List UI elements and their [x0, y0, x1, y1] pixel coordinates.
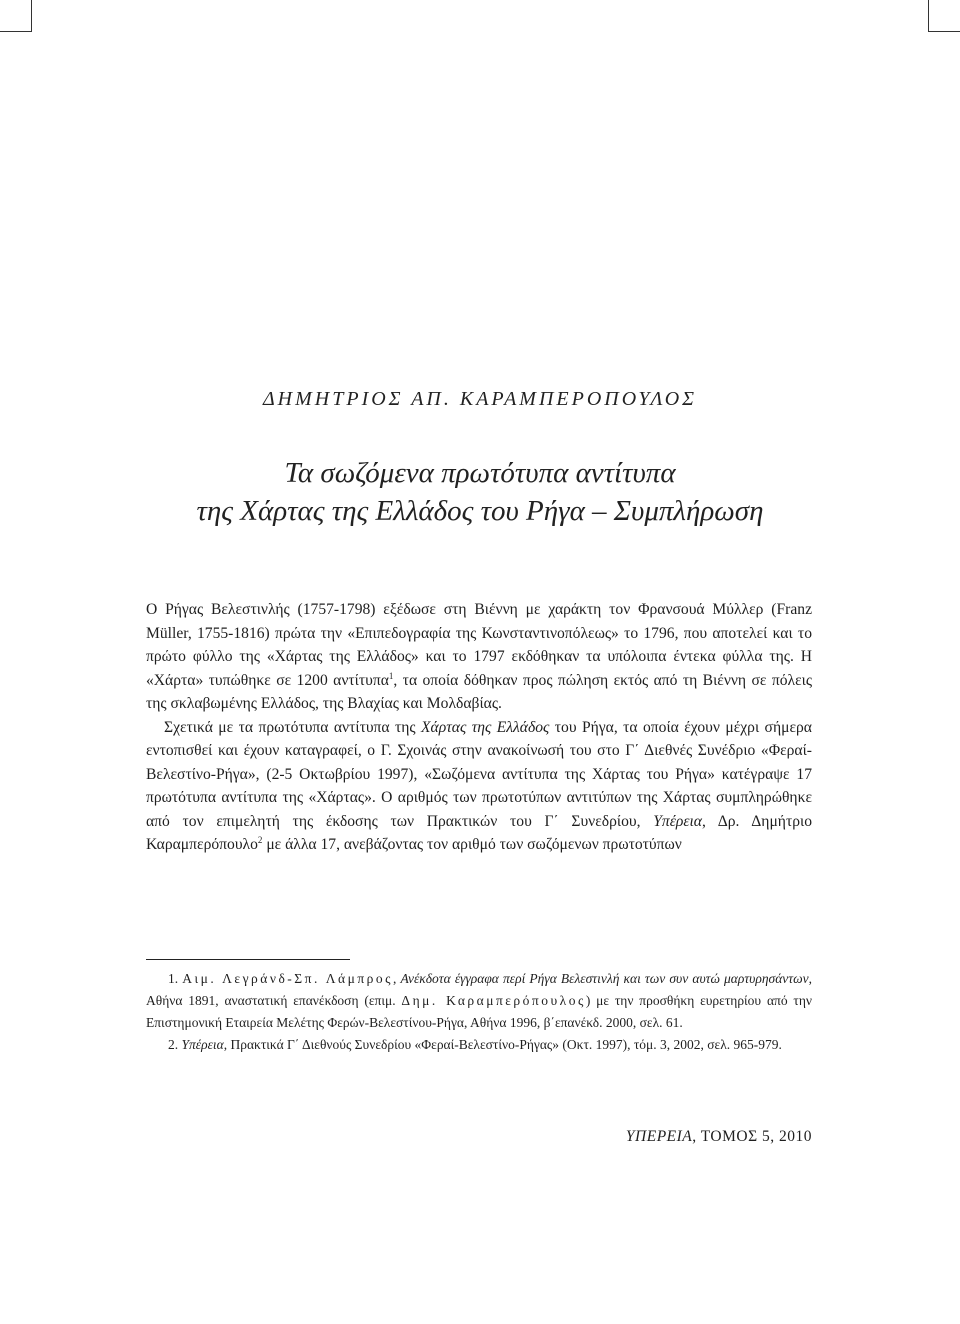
footnote-1-editor: Δημ. Καραμπερόπουλος [401, 993, 586, 1008]
paragraph-2-italic-journal: Υπέρεια [653, 812, 702, 830]
footnote-1-text-b: ) με την προσθήκη ευρετηρίου από την Επιστημονική Εταιρεία Μελέτης Φερών-Βελεστίνου-Ρήγα, Αθήνα 1996, β΄επανέκδ. 2000, σελ. 61. [146, 993, 812, 1030]
journal-volume: , ΤΟΜΟΣ 5, 2010 [692, 1128, 812, 1145]
footnote-2-number: 2. [168, 1037, 182, 1052]
paragraph-1-text-b: , τα οποία δόθηκαν προς πώληση εκτός από τη Βιέννη σε πόλεις της σκλαβωμένης Ελλάδος, της Βλαχίας και Μολδαβίας. [146, 671, 812, 712]
paragraph-2-text-d: με άλλα 17, ανεβάζοντας τον αριθμό των σωζόμενων πρωτοτύπων [262, 836, 682, 853]
footnote-1-number: 1. [168, 971, 183, 986]
footnote-1-sep: , [392, 971, 401, 986]
footnote-ref-2: 2 [257, 834, 263, 845]
title-line-2: της Χάρτας της Ελλάδος του Ρήγα – Συμπλήρωση [196, 495, 764, 527]
journal-name: ΥΠΕΡΕΙΑ [625, 1128, 693, 1145]
article-title [0, 454, 960, 530]
footnote-1-author: Αιμ. Λεγράνδ-Σπ. Λάμπρος [182, 971, 393, 986]
footnote-separator [146, 959, 350, 960]
paragraph-1-text-a: Ο Ρήγας Βελεστινλής (1757-1798) εξέδωσε στη Βιέννη με χαράκτη τον Φρανσουά Μύλλερ (Franz Müller, 1755-1816) πρώτα την «Επιπεδογραφία της Κωνσταντινοπόλεως» το 1796, που αποτελεί και το πρώτο φύλλο της «Χάρτας της Ελλάδος» και το 1797 εκδόθηκαν τα υπόλοιπα έντεκα φύλλα της. Η «Χάρτα» τυπώθηκε σε 1200 αντίτυπα [146, 601, 812, 689]
paragraph-2-text-a: Σχετικά με τα πρωτότυπα αντίτυπα της [164, 718, 422, 736]
paragraph-2-text-c: , Δρ. Δημήτριο Καραμπερόπουλο [146, 812, 813, 853]
article-body [146, 598, 812, 857]
paragraph-2 [146, 716, 812, 857]
crop-mark-top-left [0, 0, 32, 32]
author-name: ΔΗΜΗΤΡΙΟΣ ΑΠ. ΚΑΡΑΜΠΕΡΟΠΟΥΛΟΣ [262, 388, 698, 410]
footnote-ref-1: 1 [388, 670, 394, 681]
crop-mark-top-right [928, 0, 960, 32]
footnotes [146, 968, 812, 1056]
paragraph-1 [146, 598, 812, 716]
footnote-2-text: , Πρακτικά Γ΄ Διεθνούς Συνεδρίου «Φεραί-Βελεστίνο-Ρήγας» (Οκτ. 1997), τόμ. 3, 2002, σελ. 965-979. [223, 1037, 782, 1052]
paragraph-2-italic-map: Χάρτας της Ελλάδος [421, 718, 550, 736]
footnote-1-text-a: , Αθήνα 1891, αναστατική επανέκδοση (επιμ. [146, 971, 813, 1008]
footnote-2 [146, 1034, 812, 1056]
footnote-1-book-title: Ανέκδοτα έγγραφα περί Ρήγα Βελεστινλή και των συν αυτώ μαρτυρησάντων [400, 971, 809, 986]
title-line-1: Τα σωζόμενα πρωτότυπα αντίτυπα [284, 457, 676, 489]
footnote-1 [146, 968, 812, 1034]
paragraph-2-text-b: του Ρήγα, τα οποία έχουν μέχρι σήμερα εντοπισθεί και έχουν καταγραφεί, ο Γ. Σχοινάς στην ανακοίνωσή του στο Γ΄ Διεθνές Συνέδριο «Φεραί-Βελεστίνο-Ρήγα», (2-5 Οκτωβρίου 1997), «Σωζόμενα αντίτυπα της Χάρτας του Ρήγα» κατέγραψε 17 πρωτότυπα αντίτυπα της «Χάρτας». Ο αριθμός των πρωτοτύπων αντιτύπων της Χάρτας συμπληρώθηκε από τον επιμελητή της έκδοσης των Πρακτικών του Γ΄ Συνεδρίου, [146, 718, 812, 830]
footnote-2-journal: Υπέρεια [181, 1037, 224, 1052]
journal-footer [560, 1128, 812, 1146]
